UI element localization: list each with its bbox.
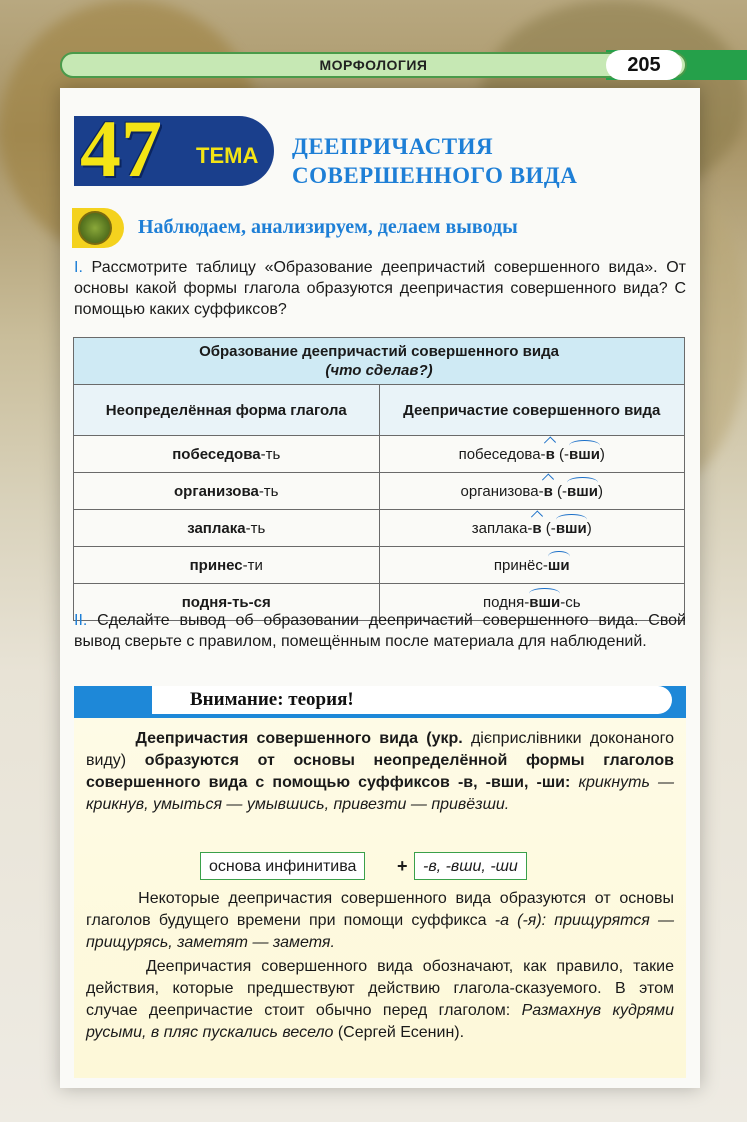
task-2-text: Сделайте вывод об образовании деепричастий совершенного вида. Свой вывод сверьте с правилом, помещённым после материала для наблюдений. (74, 612, 686, 650)
theory-rule: Деепричастия совершенного вида (укр. дієприслівники доконаного виду) образуются от основы неопределённой формы глаголов совершенного вида с помощью суффиксов -в, -вши, -ши: крикнуть — крикнув, умыться — умывшись, привезти — привёзши. (86, 730, 675, 813)
table-caption: Образование деепричастий совершенного вида (что сделав?) (74, 338, 685, 385)
theory-label: Внимание: теория! (190, 689, 354, 710)
task-1-text: Рассмотрите таблицу «Образование деепричастий совершенного вида». От основы какой формы глагола образуются деепричастия совершенного вида? С помощью каких суффиксов? (74, 259, 686, 318)
task-1 (74, 257, 686, 320)
theory-para-3: Деепричастия совершенного вида обозначают, как правило, такие действия, которые предшествуют действию глагола-сказуемого. В этом случае деепричастие стоит обычно перед глаголом: Размахнув кудрями русыми, в пляс пускались весело (Сергей Есенин). (86, 958, 675, 1041)
topic-number: 47 (80, 103, 162, 194)
topic-title (292, 132, 577, 190)
topic-word: ТЕМА (196, 143, 259, 168)
observe-icon (72, 208, 124, 248)
formula-suffixes: -в, -вши, -ши (414, 852, 527, 880)
topic-title-line1: ДЕЕПРИЧАСТИЯ (292, 134, 494, 159)
table-row: подня-ть-ся подня-вши-сь (74, 584, 685, 621)
section-title: МОРФОЛОГИЯ (319, 57, 428, 73)
theory-para-2: Некоторые деепричастия совершенного вида образуются от основы глаголов будущего времени при помощи суффикса -а (-я): прищурятся — прищурясь, заметят — заметя. (86, 890, 674, 951)
header-bar (60, 52, 687, 78)
observe-title: Наблюдаем, анализируем, делаем выводы (138, 216, 518, 238)
table-row: принес-ти принёс-ши (74, 547, 685, 584)
formation-table (73, 337, 685, 621)
formula-stem: основа инфинитива (200, 852, 365, 880)
formula-plus: + (397, 856, 408, 876)
task-2-number: II. (74, 612, 88, 629)
table-col-infinitive: Неопределённая форма глагола (74, 385, 380, 436)
table-row: организова-ть организова-в (-вши) (74, 473, 685, 510)
task-2 (74, 610, 686, 652)
page-number: 205 (606, 50, 682, 80)
table-col-participle: Деепричастие совершенного вида (379, 385, 685, 436)
task-1-number: I. (74, 259, 83, 276)
table-row: заплака-ть заплака-в (-вши) (74, 510, 685, 547)
table-row: побеседова-ть побеседова-в (-вши) (74, 436, 685, 473)
topic-title-line2: СОВЕРШЕННОГО ВИДА (292, 163, 578, 188)
